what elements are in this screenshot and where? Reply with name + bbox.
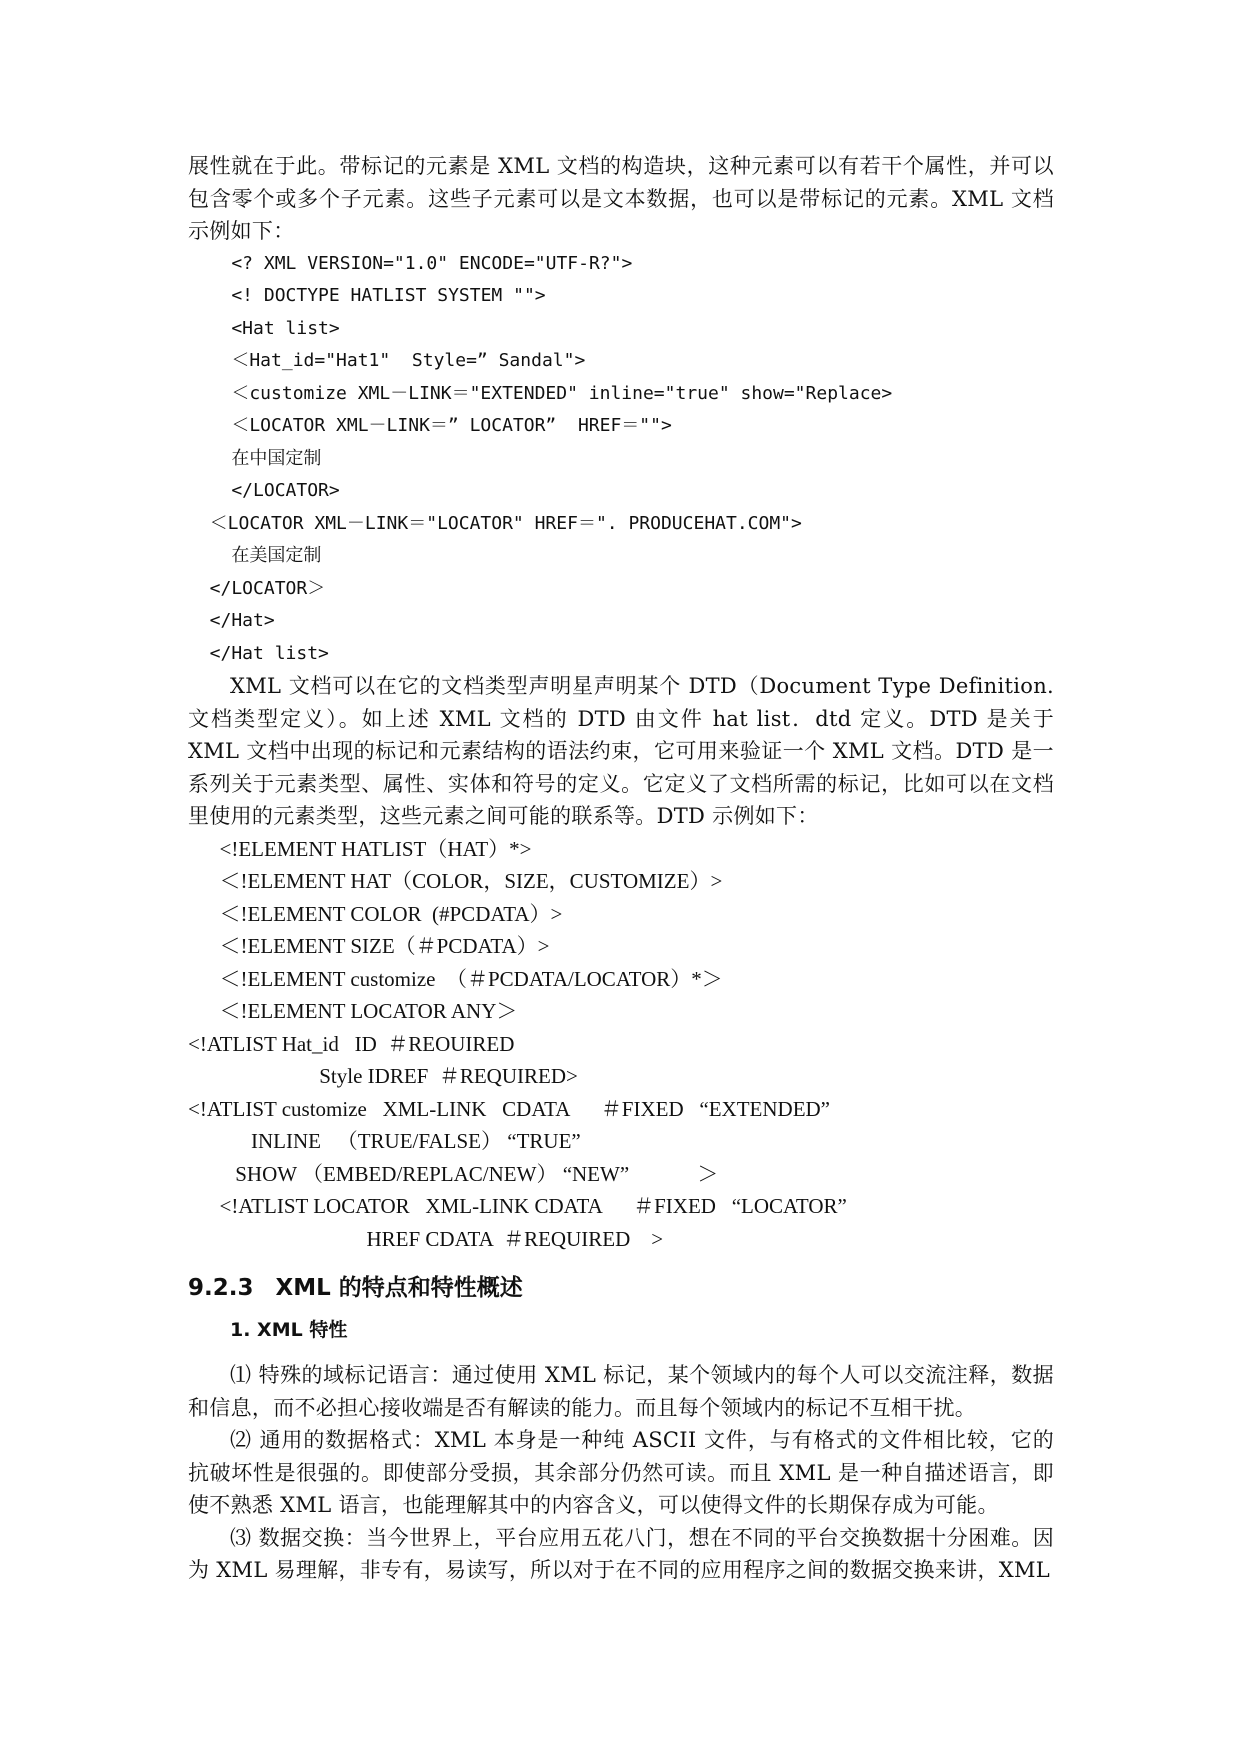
dtd-line: ＜!ELEMENT LOCATOR ANY＞ bbox=[188, 999, 518, 1023]
section-heading bbox=[188, 1271, 1054, 1305]
xml-line: 在美国定制 bbox=[188, 545, 322, 566]
dtd-line: <!ELEMENT HATLIST（HAT）*> bbox=[188, 836, 532, 861]
dtd-line: ＜!ELEMENT SIZE（＃PCDATA）> bbox=[188, 934, 550, 958]
xml-line: <? XML VERSION="1.0" ENCODE="UTF-R?"> bbox=[188, 252, 633, 274]
xml-line: ＜customize XML－LINK＝"EXTENDED" inline="true" show="Replace> bbox=[188, 382, 893, 404]
feature-paragraph: ⑶ 数据交换：当今世界上，平台应用五花八门，想在不同的平台交换数据十分困难。因为 XML 易理解，非专有，易读写，所以对于在不同的应用程序之间的数据交换来讲，XML bbox=[188, 1525, 1054, 1582]
feature-paragraph: ⑴ 特殊的域标记语言：通过使用 XML 标记，某个领域内的每个人可以交流注释，数据和信息，而不必担心接收端是否有解读的能力。而且每个领域内的标记不互相干扰。 bbox=[188, 1363, 1054, 1420]
dtd-paragraph: XML 文档可以在它的文档类型声明星声明某个 DTD（Document Type Definition.文档类型定义）。如上述 XML 文档的 DTD 由文件 hat list．dtd 定义。DTD 是关于 XML 文档中出现的标记和元素结构的语法约束，它可用来验证一个 XML 文档。DTD 是一系列关于元素类型、属性、实体和符号的定义。它定义了文档所需的标记，比如可以在文档里使用的元素类型，这些元素之间可能的联系等。DTD 示例如下： bbox=[188, 674, 1054, 828]
xml-line: </Hat> bbox=[188, 610, 275, 631]
xml-line: 在中国定制 bbox=[188, 447, 322, 469]
dtd-line: <!ATLIST Hat_id ID ＃REOUIRED bbox=[188, 1031, 515, 1056]
dtd-line: INLINE （TRUE/FALSE） “TRUE” bbox=[188, 1129, 581, 1153]
dtd-line: SHOW （EMBED/REPLAC/NEW） “NEW” ＞ bbox=[188, 1161, 719, 1186]
intro-paragraph: 展性就在于此。带标记的元素是 XML 文档的构造块，这种元素可以有若干个属性，并可以包含零个或多个子元素。这些子元素可以是文本数据，也可以是带标记的元素。XML 文档示例如下： bbox=[188, 154, 1054, 243]
subsection-heading: 1. XML 特性 bbox=[230, 1319, 348, 1341]
dtd-line: <!ATLIST LOCATOR XML-LINK CDATA ＃FIXED “LOCATOR” bbox=[188, 1194, 847, 1218]
xml-line: </LOCATOR＞ bbox=[188, 577, 326, 599]
dtd-line: <!ATLIST customize XML-LINK CDATA ＃FIXED “EXTENDED” bbox=[188, 1096, 831, 1121]
dtd-line: ＜!ELEMENT COLOR (#PCDATA）> bbox=[188, 901, 563, 926]
xml-line: ＜Hat_id="Hat1" Style=” Sandal"> bbox=[188, 350, 586, 371]
xml-line: ＜LOCATOR XML－LINK＝"LOCATOR" HREF＝". PRODUCEHAT.COM"> bbox=[188, 512, 802, 534]
xml-line: ＜LOCATOR XML－LINK＝” LOCATOR” HREF＝""> bbox=[188, 415, 672, 436]
dtd-example bbox=[188, 833, 1054, 1256]
dtd-line: ＜!ELEMENT HAT（COLOR，SIZE，CUSTOMIZE）> bbox=[188, 869, 723, 893]
dtd-line: HREF CDATA ＃REQUIRED > bbox=[188, 1226, 664, 1251]
dtd-line: ＜!ELEMENT customize （＃PCDATA/LOCATOR）*＞ bbox=[188, 966, 723, 991]
dtd-line: Style IDREF ＃REQUIRED> bbox=[188, 1064, 578, 1088]
feature-paragraph: ⑵ 通用的数据格式：XML 本身是一种纯 ASCII 文件，与有格式的文件相比较，它的抗破坏性是很强的。即使部分受损，其余部分仍然可读。而且 XML 是一种自描述语言，即使不熟悉 XML 语言，也能理解其中的内容含义，可以使得文件的长期保存成为可能。 bbox=[188, 1428, 1054, 1517]
document-page bbox=[188, 150, 1054, 1587]
section-number: 9.2.3 bbox=[188, 1275, 254, 1301]
xml-line: </LOCATOR> bbox=[188, 480, 340, 501]
xml-line: <! DOCTYPE HATLIST SYSTEM ""> bbox=[188, 285, 546, 306]
section-title: XML 的特点和特性概述 bbox=[275, 1275, 523, 1301]
xml-line: </Hat list> bbox=[188, 642, 329, 664]
xml-line: <Hat list> bbox=[188, 317, 340, 339]
xml-example bbox=[188, 248, 1054, 671]
